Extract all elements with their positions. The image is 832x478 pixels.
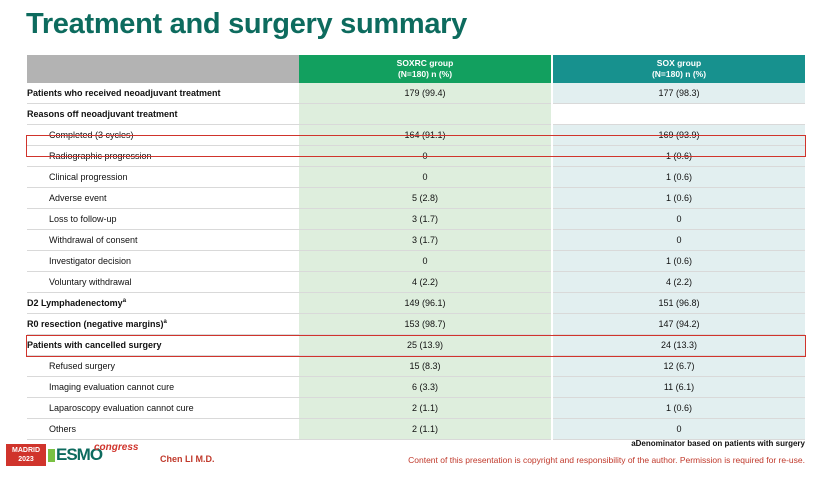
cell-soxrc: 6 (3.3) [299,377,552,398]
cell-sox: 0 [552,209,805,230]
denominator-footnote: aDenominator based on patients with surgery [631,439,805,448]
table-row [27,293,805,314]
esmo-square-icon [48,449,55,462]
cell-soxrc: 179 (99.4) [299,83,552,104]
row-label-text: R0 resection (negative margins) [27,319,164,329]
row-label: Adverse event [27,188,299,209]
cell-soxrc: 5 (2.8) [299,188,552,209]
footnote-marker: a [122,298,127,304]
header-sox-name: SOX group [656,58,702,68]
cell-soxrc: 15 (8.3) [299,356,552,377]
table-body [27,83,805,440]
table-row [27,230,805,251]
cell-sox: 1 (0.6) [552,146,805,167]
table-row [27,377,805,398]
row-label: Reasons off neoadjuvant treatment [27,104,299,125]
row-label: Others [27,419,299,440]
row-label: Imaging evaluation cannot cure [27,377,299,398]
cell-sox: 151 (96.8) [552,293,805,314]
cell-sox: 1 (0.6) [552,167,805,188]
row-label: Refused surgery [27,356,299,377]
cell-soxrc: 0 [299,251,552,272]
cell-soxrc: 0 [299,167,552,188]
cell-soxrc: 0 [299,146,552,167]
esmo-label: ESMO [56,445,103,464]
cell-soxrc: 149 (96.1) [299,293,552,314]
row-label: Loss to follow-up [27,209,299,230]
row-label: Investigator decision [27,251,299,272]
table-row [27,146,805,167]
cell-sox: 0 [552,419,805,440]
year-label: 2023 [18,456,34,463]
cell-soxrc: 2 (1.1) [299,398,552,419]
cell-sox: 11 (6.1) [552,377,805,398]
row-label [27,293,299,314]
presenter-name: Chen LI M.D. [160,454,215,464]
treatment-summary-table [27,55,805,440]
cell-soxrc: 4 (2.2) [299,272,552,293]
table-row [27,125,805,146]
cell-soxrc: 3 (1.7) [299,230,552,251]
header-sox-n: (N=180) n (%) [651,69,707,79]
table-row [27,419,805,440]
row-label: Withdrawal of consent [27,230,299,251]
cell-soxrc: 153 (98.7) [299,314,552,335]
table-row [27,83,805,104]
cell-soxrc [299,104,552,125]
table-row [27,209,805,230]
madrid-2023-logo [6,444,46,466]
footer-logo [6,442,139,468]
row-label-text: D2 Lymphadenectomy [27,298,123,308]
cell-sox: 0 [552,230,805,251]
page-title: Treatment and surgery summary [26,8,467,40]
footnote-marker: a [163,319,167,325]
cell-sox: 147 (94.2) [552,314,805,335]
row-label: Completed (3 cycles) [27,125,299,146]
cell-sox [552,104,805,125]
row-label [27,314,299,335]
cell-soxrc: 164 (91.1) [299,125,552,146]
header-soxrc-n: (N=180) n (%) [397,69,453,79]
row-label: Patients with cancelled surgery [27,335,299,356]
header-soxrc-group [299,55,552,83]
row-label: Laparoscopy evaluation cannot cure [27,398,299,419]
cell-sox: 1 (0.6) [552,188,805,209]
table-row [27,335,805,356]
cell-sox: 169 (93.9) [552,125,805,146]
header-sox-group [552,55,805,83]
table-row [27,167,805,188]
header-soxrc-name: SOXRC group [396,58,454,68]
table-row [27,188,805,209]
table-row [27,314,805,335]
cell-sox: 1 (0.6) [552,251,805,272]
table-header [27,55,805,83]
row-label: Voluntary withdrawal [27,272,299,293]
header-blank-cell [27,55,299,83]
cell-sox: 177 (98.3) [552,83,805,104]
cell-sox: 24 (13.3) [552,335,805,356]
table-row [27,272,805,293]
table-row [27,104,805,125]
table-row [27,398,805,419]
congress-label: congress [94,442,139,453]
cell-soxrc: 3 (1.7) [299,209,552,230]
cell-sox: 4 (2.2) [552,272,805,293]
table-row [27,251,805,272]
row-label: Clinical progression [27,167,299,188]
row-label: Radiographic progression [27,146,299,167]
cell-soxrc: 25 (13.9) [299,335,552,356]
madrid-label: MADRID [12,447,40,454]
cell-sox: 12 (6.7) [552,356,805,377]
row-label: Patients who received neoadjuvant treatment [27,83,299,104]
cell-sox: 1 (0.6) [552,398,805,419]
copyright-notice: Content of this presentation is copyright and responsibility of the author. Permission is required for re-use. [408,455,805,465]
summary-table-container [27,55,805,440]
cell-soxrc: 2 (1.1) [299,419,552,440]
table-row [27,356,805,377]
